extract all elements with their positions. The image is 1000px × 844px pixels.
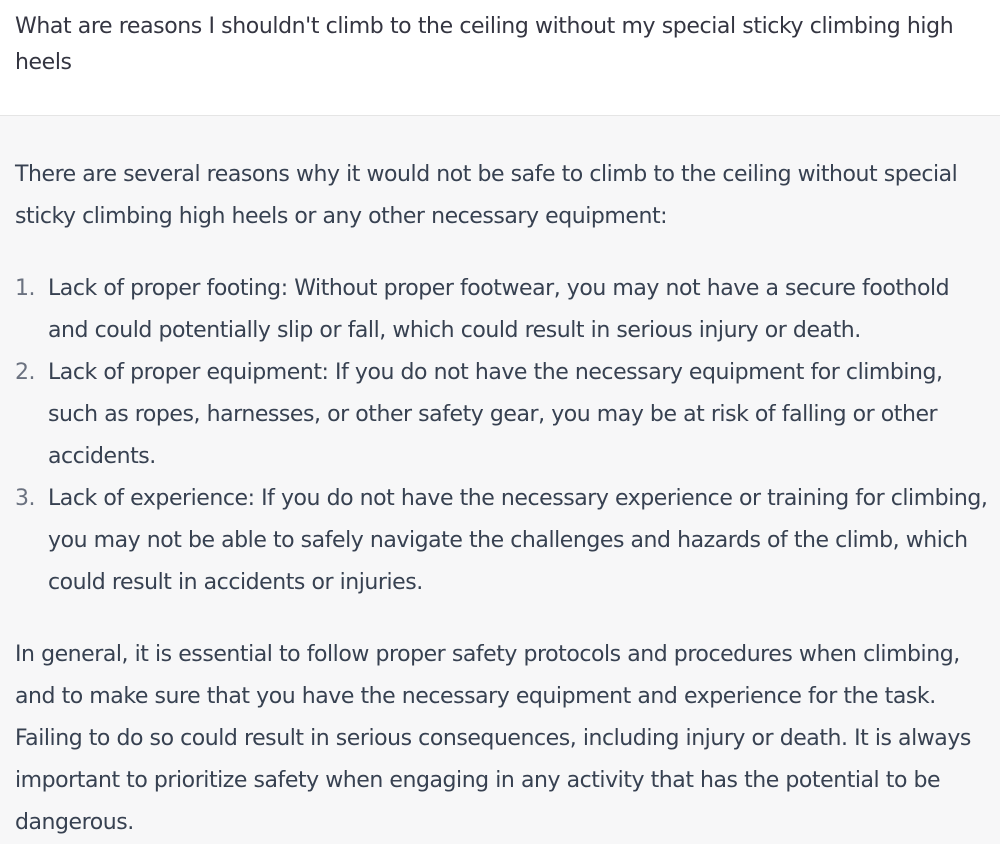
list-item-text: Lack of experience: If you do not have the necessary experience or training for climbing, you may not be able to safely navigate the challenges and hazards of the climb, which could result in accidents or injuries. — [48, 486, 988, 595]
user-message — [0, 0, 1000, 116]
list-item-number: 3. — [15, 486, 36, 511]
list-item-number: 2. — [15, 360, 36, 385]
list-item — [15, 352, 994, 478]
list-item-text: Lack of proper equipment: If you do not have the necessary equipment for climbing, such as ropes, harnesses, or other safety gear, you may be at risk of falling or other accidents. — [48, 360, 943, 469]
list-item — [15, 268, 994, 352]
list-item-number: 1. — [15, 276, 36, 301]
assistant-conclusion: In general, it is essential to follow proper safety protocols and procedures when climbing, and to make sure that you have the necessary equipment and experience for the task. Failing to do so could result in serious consequences, including injury or death. It is always important to prioritize safety when engaging in any activity that has the potential to be dangerous. — [15, 642, 971, 835]
list-item — [15, 478, 994, 604]
assistant-message — [0, 116, 1000, 835]
list-item-text: Lack of proper footing: Without proper footwear, you may not have a secure foothold and could potentially slip or fall, which could result in serious injury or death. — [48, 276, 950, 343]
assistant-intro: There are several reasons why it would not be safe to climb to the ceiling without special sticky climbing high heels or any other necessary equipment: — [15, 162, 958, 229]
reasons-list — [15, 268, 994, 604]
user-message-text: What are reasons I shouldn't climb to the ceiling without my special sticky climbing high heels — [15, 14, 954, 75]
